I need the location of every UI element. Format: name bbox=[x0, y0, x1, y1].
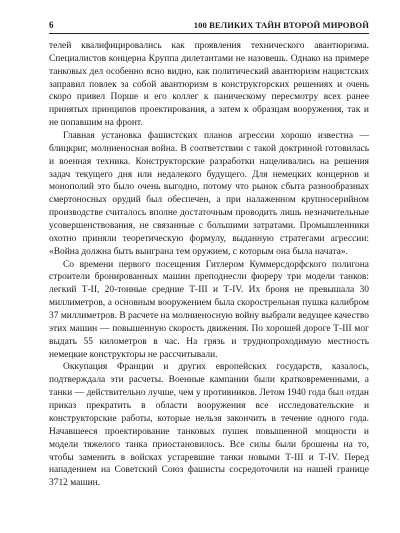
paragraph: Главная установка фашистских планов агрессии хорошо известна — блицкриг, молниеносная война. В соответствии с такой доктриной готовилась и военная техника. Конструкторские разработки нацеливались на решения задач текущего дня или недалекого будущего. Для немецких концернов и монополий это было очень выгодно, потому что рынок сбыта разнообразных смертоносных орудий был обеспечен, а при налаженном крупносерийном производстве считалось вполне достаточным проводить лишь незначительные усовершенствования, не связанные с большими затратами. Промышленники охотно приняли теоретическую формулу, выданную стратегами агрессии: «Война должна быть выиграна тем оружием, с которым она была начата». bbox=[49, 131, 369, 257]
running-title: 100 ВЕЛИКИХ ТАЙН ВТОРОЙ МИРОВОЙ bbox=[193, 20, 369, 30]
running-header bbox=[49, 20, 369, 34]
paragraph-continued: телей квалифицировались как проявления технического авантюризма. Специалистов концерна Круппа дилетантами не назовешь. Однако на примере танковых дел особенно ясно видно, как политический авантюризм нацистских заправил повлек за собой авантюризм в конструкторских решениях и очень скоро привел Порше и его коллег к паническому пересмотру всех ранее принятых принципов проектирования, а затем к образцам вооружения, так и не попавшим на фронт. bbox=[49, 41, 369, 129]
paragraph: Оккупация Франции и других европейских государств, казалось, подтверждала эти расчеты. Военные кампании были кратковременными, а танки — действительно лучше, чем у противников. Летом 1940 года был отдан приказ прекратить в области вооружения все исследовательские и конструкторские работы, которые нельзя закончить в течение одного года. Начавшееся проектирование танковых пушек повышенной мощности и модели тяжелого танка приостановилось. Все силы были брошены на то, чтобы заменить в войсках устаревшие танки новыми Т-III и Т-IV. Перед нападением на Советский Союз фашисты сосредоточили на нашей границе 3712 машин. bbox=[49, 362, 369, 489]
page-body bbox=[49, 40, 369, 490]
paragraph: Со времени первого посещения Гитлером Куммерсдорфского полигона строители бронированных машин преподнесли фюреру три модели танков: легкий Т-II, 20-тонные средние Т-III и Т-IV. Их броня не превышала 30 миллиметров, а основным вооружением была скорострельная пушка калибром 37 миллиметров. В расчете на молниеносную войну выбрали ведущее качество этих машин — повышенную скорость движения. По хорошей дороге Т-III мог выдать 55 километров в час. На грязь и труднопроходимую местность немецкие конструкторы не рассчитывали. bbox=[49, 259, 369, 360]
page-number: 6 bbox=[49, 20, 54, 30]
